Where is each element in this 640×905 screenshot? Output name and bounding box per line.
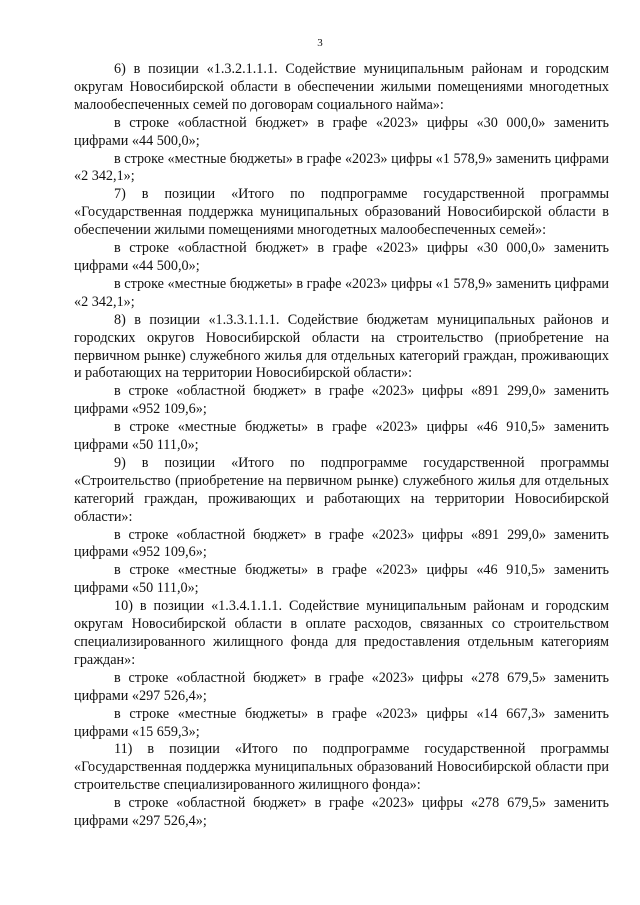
paragraph-item-8: 8) в позиции «1.3.3.1.1.1. Содействие бюджетам муниципальных районов и городских округов Новосибирской области на строительство (приобретение на первичном рынке) служебного жилья для отдельных категорий граждан, проживающих и работающих на территории Новосибирской области»: xyxy=(74,311,609,382)
paragraph-item-8-local-budgets: в строке «местные бюджеты» в графе «2023» цифры «46 910,5» заменить цифрами «50 111,0»; xyxy=(74,419,609,454)
paragraph-item-10-local-budgets: в строке «местные бюджеты» в графе «2023» цифры «14 667,3» заменить цифрами «15 659,3»; xyxy=(74,705,609,740)
paragraph-item-6-local-budgets: в строке «местные бюджеты» в графе «2023» цифры «1 578,9» заменить цифрами «2 342,1»; xyxy=(74,150,609,185)
paragraph-item-7-regional-budget: в строке «областной бюджет» в графе «2023» цифры «30 000,0» заменить цифрами «44 500,0»; xyxy=(74,240,609,274)
paragraph-item-8-regional-budget: в строке «областной бюджет» в графе «2023» цифры «891 299,0» заменить цифрами «952 109,6»; xyxy=(74,383,609,418)
paragraph-item-9: 9) в позиции «Итого по подпрограмме государственной программы «Строительство (приобретение на первичном рынке) служебного жилья для отдельных категорий граждан, проживающих и работающих на территории Новосибирской области»: xyxy=(74,454,609,525)
paragraph-item-7: 7) в позиции «Итого по подпрограмме государственной программы «Государственная поддержка муниципальных образований Новосибирской области в обеспечении жилыми помещениями многодетных малообеспеченных семей»: xyxy=(74,186,609,239)
paragraph-item-11: 11) в позиции «Итого по подпрограмме государственной программы «Государственная поддержка муниципальных образований Новосибирской области при строительстве специализированного жилищного фонда»: xyxy=(74,741,609,794)
page-number: 3 xyxy=(317,37,323,49)
paragraph-item-6-regional-budget: в строке «областной бюджет» в графе «2023» цифры «30 000,0» заменить цифрами «44 500,0»; xyxy=(74,114,609,149)
paragraph-item-10: 10) в позиции «1.3.4.1.1.1. Содействие муниципальным районам и городским округам Новосибирской области в оплате расходов, связанных со строительством специализированного жилищного фонда для предоставления отдельным категориям граждан»: xyxy=(74,598,609,668)
paragraph-item-6: 6) в позиции «1.3.2.1.1.1. Содействие муниципальным районам и городским округам Новосибирской области в обеспечении жилыми помещениями многодетных малообеспеченных семей по договорам социального найма»: xyxy=(74,61,609,113)
paragraph-item-7-local-budgets: в строке «местные бюджеты» в графе «2023» цифры «1 578,9» заменить цифрами «2 342,1»; xyxy=(74,275,609,310)
paragraph-item-9-local-budgets: в строке «местные бюджеты» в графе «2023» цифры «46 910,5» заменить цифрами «50 111,0»; xyxy=(74,562,609,597)
paragraph-item-10-regional-budget: в строке «областной бюджет» в графе «2023» цифры «278 679,5» заменить цифрами «297 526,4»; xyxy=(74,669,609,704)
paragraph-item-9-regional-budget: в строке «областной бюджет» в графе «2023» цифры «891 299,0» заменить цифрами «952 109,6»; xyxy=(74,526,609,561)
paragraph-item-11-regional-budget: в строке «областной бюджет» в графе «2023» цифры «278 679,5» заменить цифрами «297 526,4»; xyxy=(74,795,609,830)
document-body xyxy=(74,61,609,831)
